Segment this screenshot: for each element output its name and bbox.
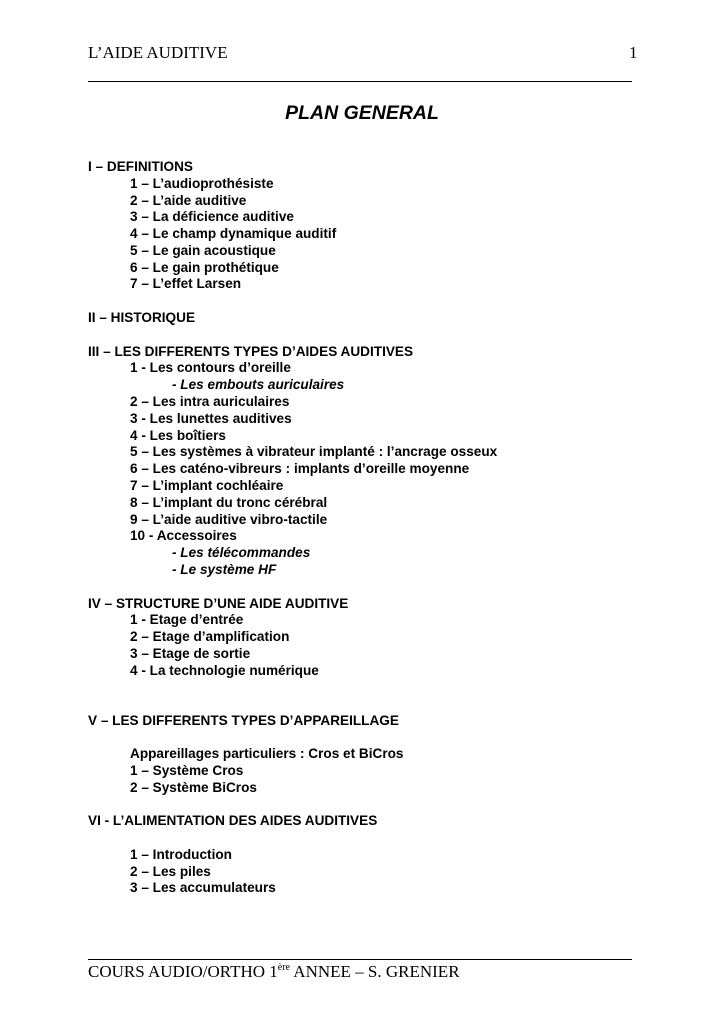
section-heading-definitions: I – DEFINITIONS — [88, 159, 193, 174]
list-item: 5 – Le gain acoustique — [130, 243, 276, 258]
list-item: 1 – Système Cros — [130, 763, 244, 778]
list-item: 2 – Les intra auriculaires — [130, 394, 290, 409]
footer-suffix: ANNEE – S. GRENIER — [290, 962, 460, 981]
sub-list-item: - Les télécommandes — [172, 545, 311, 560]
list-item: 1 - Etage d’entrée — [130, 612, 244, 627]
sub-list-item: - Le système HF — [172, 562, 277, 577]
list-item: 3 – La déficience auditive — [130, 209, 294, 224]
list-item: 3 – Les accumulateurs — [130, 880, 276, 895]
list-item: 8 – L’implant du tronc cérébral — [130, 495, 328, 510]
list-item: 4 - La technologie numérique — [130, 663, 319, 678]
list-item: 4 – Le champ dynamique auditif — [130, 226, 337, 241]
list-item: 2 – Système BiCros — [130, 780, 257, 795]
list-item: 6 – Les caténo-vibreurs : implants d’oreille moyenne — [130, 461, 470, 476]
footer-text — [88, 962, 460, 982]
footer-superscript: ère — [277, 962, 290, 973]
list-item: 10 - Accessoires — [130, 528, 237, 543]
header-title: L’AIDE AUDITIVE — [88, 43, 228, 62]
list-item: 9 – L’aide auditive vibro-tactile — [130, 512, 328, 527]
list-item: 2 – L’aide auditive — [130, 193, 247, 208]
list-item: 1 – Introduction — [130, 847, 232, 862]
section-heading-types: III – LES DIFFERENTS TYPES D’AIDES AUDITIVES — [88, 344, 414, 359]
header-divider — [88, 81, 632, 82]
list-item: 7 – L’implant cochléaire — [130, 478, 284, 493]
document-title: PLAN GENERAL — [285, 102, 439, 124]
list-item: 3 – Etage de sortie — [130, 646, 251, 661]
list-item: 6 – Le gain prothétique — [130, 260, 279, 275]
sub-list-item: - Les embouts auriculaires — [172, 377, 345, 392]
list-item: 2 – Etage d’amplification — [130, 629, 290, 644]
footer-divider — [88, 959, 632, 960]
section-heading-appareillage: V – LES DIFFERENTS TYPES D’APPAREILLAGE — [88, 713, 399, 728]
list-item: 3 - Les lunettes auditives — [130, 411, 292, 426]
list-item: Appareillages particuliers : Cros et BiCros — [130, 746, 404, 761]
section-heading-structure: IV – STRUCTURE D’UNE AIDE AUDITIVE — [88, 596, 349, 611]
page-number: 1 — [629, 43, 638, 62]
list-item: 5 – Les systèmes à vibrateur implanté : l’ancrage osseux — [130, 444, 498, 459]
list-item: 4 - Les boîtiers — [130, 428, 226, 443]
list-item: 1 – L’audioprothésiste — [130, 176, 274, 191]
list-item: 1 - Les contours d’oreille — [130, 360, 291, 375]
section-heading-historique: II – HISTORIQUE — [88, 310, 196, 325]
section-heading-alimentation: VI - L’ALIMENTATION DES AIDES AUDITIVES — [88, 813, 378, 828]
list-item: 2 – Les piles — [130, 864, 211, 879]
list-item: 7 – L’effet Larsen — [130, 276, 242, 291]
footer-prefix: COURS AUDIO/ORTHO 1 — [88, 962, 278, 981]
